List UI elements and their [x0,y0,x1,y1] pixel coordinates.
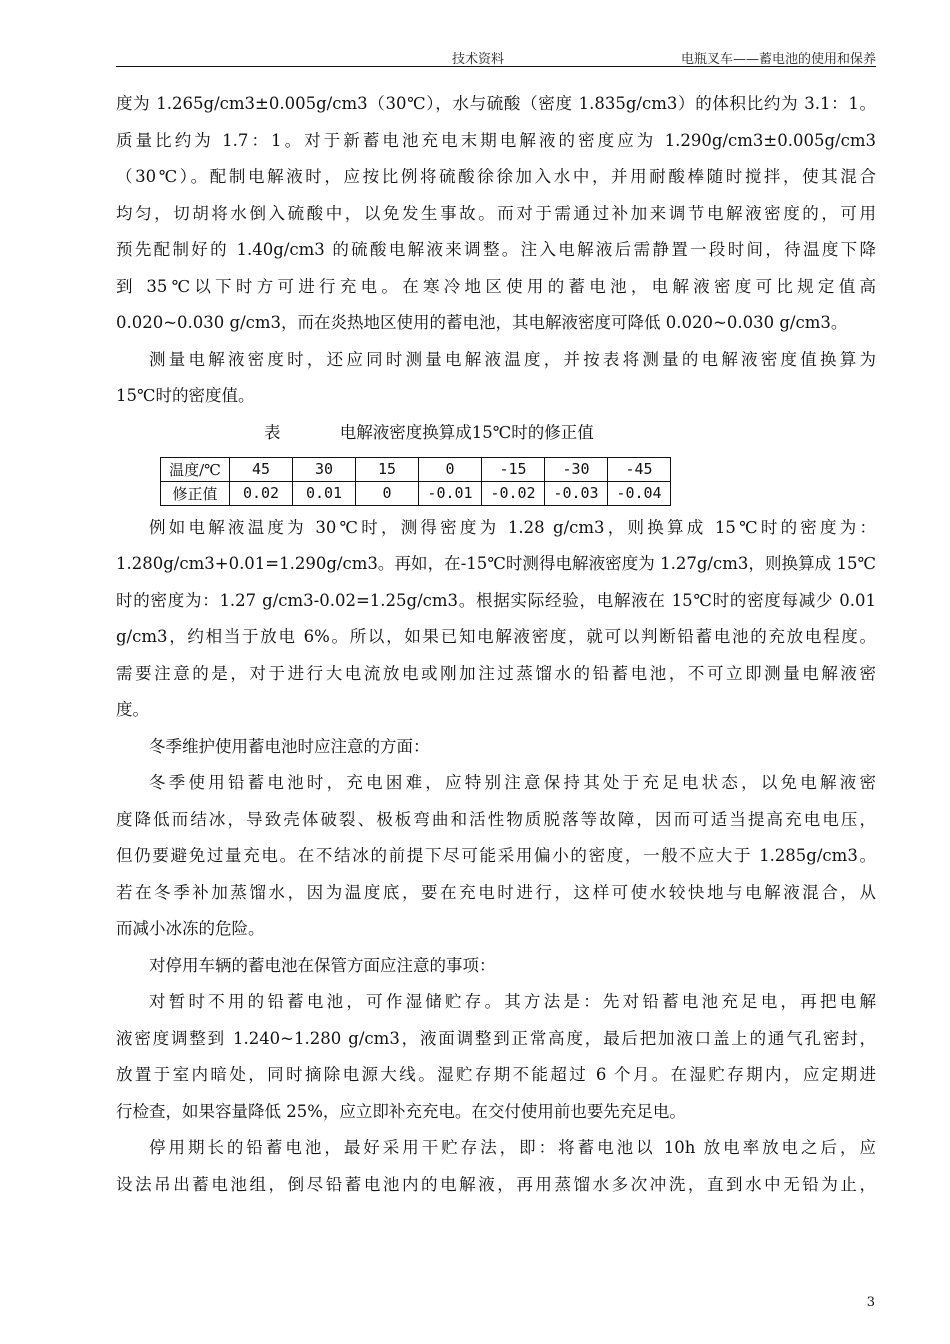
text-line: 行检查，如果容量降低 25%，应立即补充充电。在交付使用前也要先充足电。 [116,1101,686,1121]
table-cell: 0 [419,457,482,481]
table-cell: 45 [230,457,293,481]
table-cell: 0.01 [293,481,356,505]
table-cell: -15 [482,457,545,481]
table-cell: -30 [545,457,608,481]
text-line: 度。 [116,700,149,719]
text-line: 度为 1.265g/cm3±0.005g/cm3（30℃），水与硫酸（密度 1.835g/cm3）的体积比约为 3.1：1。 [116,94,876,113]
text-line: 设法吊出蓄电池组，倒尽铅蓄电池内的电解液，再用蒸馏水多次冲洗，直到水中无铅为止， [116,1174,876,1194]
table-cell: -0.02 [482,481,545,505]
text-line: 若在冬季补加蒸馏水，因为温度底，要在充电时进行，这样可使水较快地与电解液混合，从 [116,882,876,902]
page-header [116,44,876,66]
correction-table [160,457,671,506]
table-row [161,457,671,481]
table-cell: 0 [356,481,419,505]
paragraph-dry-storage [116,1130,876,1203]
text-line: 15℃时的密度值。 [116,386,255,405]
table-header-cell: 温度/℃ [161,457,230,481]
table-cell: -0.04 [608,481,671,505]
text-line: 1.280g/cm3+0.01=1.290g/cm3。再如，在-15℃时测得电解液密度为 1.27g/cm3，则换算成 15℃ [116,554,876,573]
table-caption-label: 表 [264,422,281,442]
paragraph-winter [116,765,876,948]
text-line: 停用期长的铅蓄电池，最好采用干贮存法，即：将蓄电池以 10h 放电率放电之后，应 [149,1138,876,1157]
section-heading-winter: 冬季维护使用蓄电池时应注意的方面： [149,736,430,756]
table-cell: 15 [356,457,419,481]
header-rule [116,66,876,67]
document-body [116,86,876,1203]
text-line: 0.020~0.030 g/cm3，而在炎热地区使用的蓄电池，其电解液密度可降低 0.020~0.030 g/cm3。 [116,313,848,332]
table-cell: 0.02 [230,481,293,505]
text-line: 液密度调整到 1.240~1.280 g/cm3，液面调整到正常高度，最后把加液口盖上的通气孔密封， [116,1028,876,1048]
text-line: 放置于室内暗处，同时摘除电源大线。湿贮存期不能超过 6 个月。在湿贮存期内，应定期进 [116,1065,876,1084]
text-line: 均匀，切胡将水倒入硫酸中，以免发生事故。而对于需通过补加来调节电解液密度的，可用 [116,203,876,223]
paragraph-wet-storage [116,984,876,1130]
text-line: 质量比约为 1.7：1。对于新蓄电池充电末期电解液的密度应为 1.290g/cm3±0.005g/cm3 [116,130,876,150]
header-left-text: 技术资料 [452,52,505,67]
text-line: 例如电解液温度为 30℃时，测得密度为 1.28 g/cm3，则换算成 15℃时的密度为： [149,517,876,537]
text-line: 需要注意的是，对于进行大电流放电或刚加注过蒸馏水的铅蓄电池，不可立即测量电解液密 [116,663,876,683]
text-line: 冬季使用铅蓄电池时，充电困难，应特别注意保持其处于充足电状态，以免电解液密 [149,773,876,792]
text-line: 测量电解液密度时，还应同时测量电解液温度，并按表将测量的电解液密度值换算为 [149,349,876,369]
text-line: 时的密度为：1.27 g/cm3-0.02=1.25g/cm3。根据实际经验，电解液在 15℃时的密度每减少 0.01 [116,590,876,610]
paragraph-density-measure [116,342,876,415]
text-line: 但仍要避免过量充电。在不结冰的前提下尽可能采用偏小的密度，一般不应大于 1.285g/cm3。 [116,846,876,865]
text-line: 到 35℃以下时方可进行充电。在寒冷地区使用的蓄电池，电解液密度可比规定值高 [116,276,876,296]
text-line: 而减小冰冻的危险。 [116,919,265,938]
table-cell: 30 [293,457,356,481]
page-number: 3 [866,1295,875,1310]
text-line: g/cm3，约相当于放电 6%。所以，如果已知电解液密度，就可以判断铅蓄电池的充放电程度。 [116,627,876,646]
header-right-text: 电瓶叉车——蓄电池的使用和保养 [680,52,876,67]
paragraph-example [116,510,876,729]
table-header-cell: 修正值 [161,481,230,505]
table-cell: -0.01 [419,481,482,505]
table-caption [116,415,876,451]
text-line: （30℃）。配制电解液时，应按比例将硫酸徐徐加入水中，并用耐酸棒随时搅拌，使其混合 [116,167,876,186]
table-row [161,481,671,505]
section-heading-storage: 对停用车辆的蓄电池在保管方面应注意的事项： [149,955,496,975]
table-cell: -0.03 [545,481,608,505]
text-line: 对暂时不用的铅蓄电池，可作湿储贮存。其方法是：先对铅蓄电池充足电，再把电解 [149,992,876,1011]
text-line: 度降低而结冰，导致壳体破裂、极板弯曲和活性物质脱落等故障，因而可适当提高充电电压， [116,809,876,829]
text-line: 预先配制好的 1.40g/cm3 的硫酸电解液来调整。注入电解液后需静置一段时间，待温度下降 [116,240,876,259]
table-caption-title: 电解液密度换算成15℃时的修正值 [339,422,594,442]
paragraph-electrolyte-prep [116,86,876,342]
table-cell: -45 [608,457,671,481]
